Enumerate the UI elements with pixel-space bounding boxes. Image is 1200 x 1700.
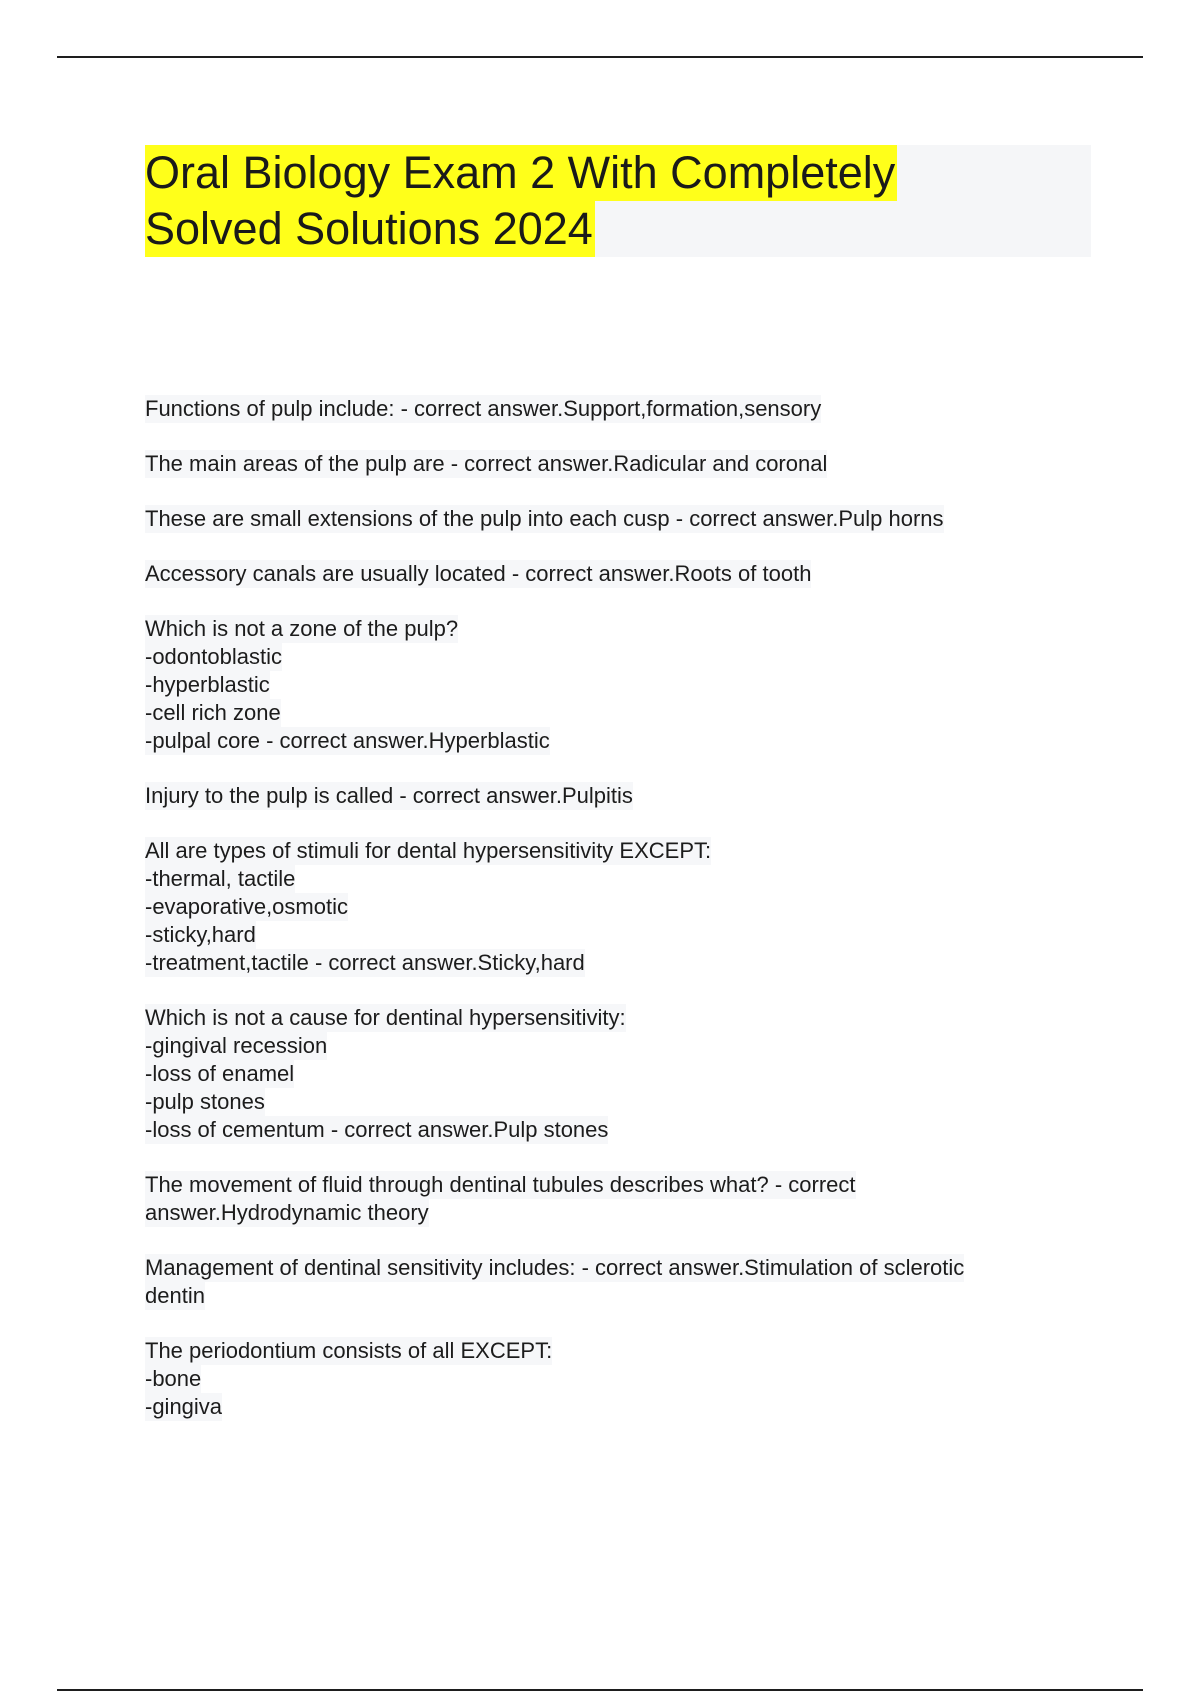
question-item — [145, 505, 1105, 533]
answer-line: -treatment,tactile - correct answer.Sticky,hard — [145, 950, 585, 975]
question-line: The movement of fluid through dentinal tubules describes what? - correct — [145, 1172, 856, 1197]
option-line: -loss of enamel — [145, 1061, 295, 1086]
question-line: These are small extensions of the pulp into each cusp - correct answer.Pulp horns — [145, 506, 944, 531]
answer-line: dentin — [145, 1283, 205, 1308]
question-item — [145, 782, 1105, 810]
question-item — [145, 1171, 1105, 1227]
top-rule — [57, 56, 1143, 58]
answer-line: answer.Hydrodynamic theory — [145, 1200, 429, 1225]
option-line: -bone — [145, 1366, 202, 1391]
option-line: -thermal, tactile — [145, 866, 296, 891]
title-line-1: Oral Biology Exam 2 With Completely — [145, 145, 897, 201]
option-line: -gingiva — [145, 1394, 223, 1419]
question-line: Management of dentinal sensitivity includes: - correct answer.Stimulation of sclerotic — [145, 1255, 965, 1280]
title-line-2: Solved Solutions 2024 — [145, 201, 595, 257]
question-line: Which is not a zone of the pulp? — [145, 616, 459, 641]
option-line: -odontoblastic — [145, 644, 282, 669]
question-list — [145, 395, 1105, 1421]
question-line: The periodontium consists of all EXCEPT: — [145, 1338, 553, 1363]
question-item — [145, 1004, 1105, 1144]
question-item — [145, 450, 1105, 478]
question-line: Functions of pulp include: - correct answer.Support,formation,sensory — [145, 396, 822, 421]
answer-line: -pulpal core - correct answer.Hyperblastic — [145, 728, 550, 753]
option-line: -evaporative,osmotic — [145, 894, 348, 919]
option-line: -hyperblastic — [145, 672, 270, 697]
question-item — [145, 837, 1105, 977]
question-line: Which is not a cause for dentinal hypersensitivity: — [145, 1005, 626, 1030]
question-item — [145, 615, 1105, 755]
option-line: -pulp stones — [145, 1089, 265, 1114]
option-line: -cell rich zone — [145, 700, 281, 725]
question-line: Injury to the pulp is called - correct answer.Pulpitis — [145, 783, 633, 808]
question-item — [145, 560, 1105, 588]
question-item — [145, 1337, 1105, 1421]
question-line: Accessory canals are usually located - correct answer.Roots of tooth — [145, 561, 812, 586]
question-item — [145, 1254, 1105, 1310]
bottom-rule — [57, 1689, 1143, 1691]
question-line: The main areas of the pulp are - correct answer.Radicular and coronal — [145, 451, 828, 476]
document-title — [145, 145, 1091, 257]
answer-line: -loss of cementum - correct answer.Pulp stones — [145, 1117, 609, 1142]
question-item — [145, 395, 1105, 423]
question-line: All are types of stimuli for dental hypersensitivity EXCEPT: — [145, 838, 712, 863]
option-line: -gingival recession — [145, 1033, 328, 1058]
option-line: -sticky,hard — [145, 922, 256, 947]
